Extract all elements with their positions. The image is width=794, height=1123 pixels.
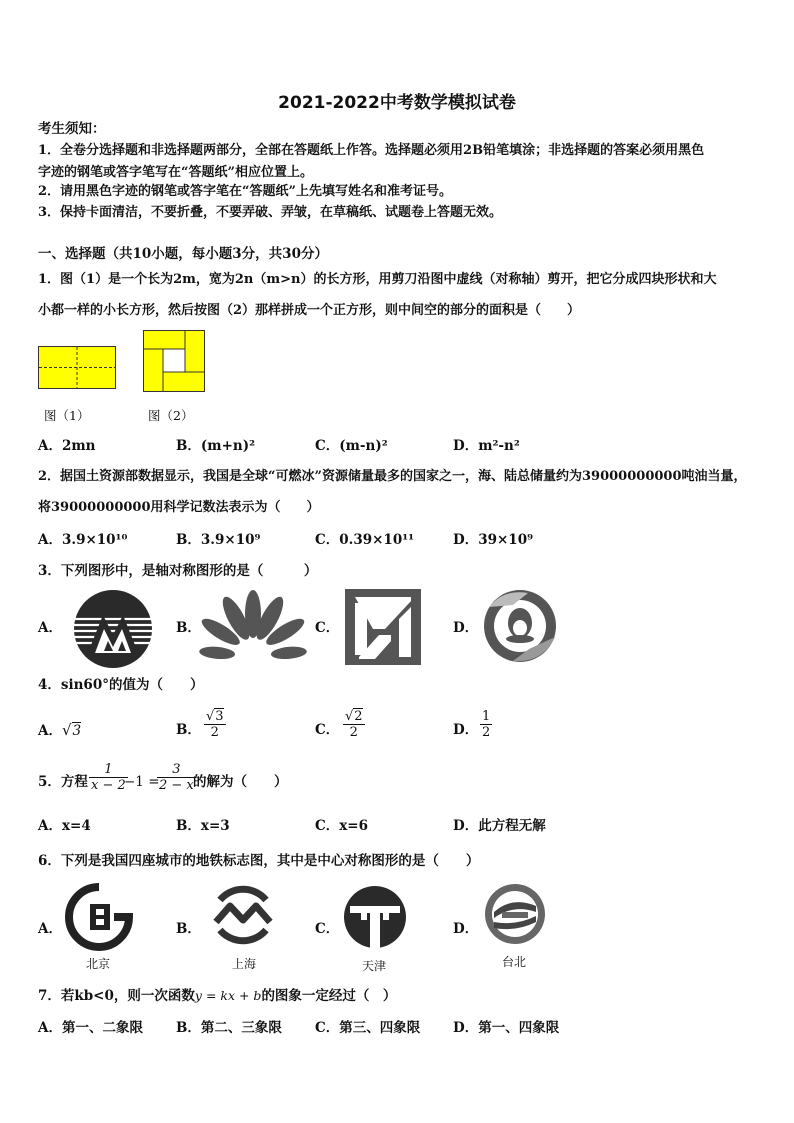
notice-heading: 考生须知： — [38, 121, 106, 137]
q4-option-a-radicand: 3 — [72, 723, 82, 739]
q4-c-numerator: 2 — [354, 709, 363, 724]
q6-option-d: D． — [453, 921, 479, 937]
q5-option-d: D．此方程无解 — [453, 818, 546, 834]
tianjin-metro-icon — [342, 884, 408, 950]
shanghai-metro-icon — [210, 882, 276, 948]
q1-option-d: D．m²-n² — [453, 438, 520, 454]
q4-option-b-label: B． — [176, 722, 201, 738]
q7-formula: y = kx + b — [194, 988, 262, 1003]
q4-option-c — [315, 719, 339, 741]
q6-caption-d: 台北 — [502, 955, 527, 969]
logo-m-icon — [73, 589, 153, 669]
q7-stem — [38, 985, 396, 1007]
q5-f2-denominator: 2 − x — [159, 778, 194, 793]
q6-option-c: C． — [315, 921, 340, 937]
q5-mid: −1 = — [124, 774, 160, 790]
q3-option-d: D． — [453, 620, 479, 636]
q5-option-a: A．x=4 — [38, 818, 91, 834]
q4-d-denominator: 2 — [482, 725, 491, 740]
q6-option-b: B． — [176, 921, 201, 937]
q6-caption-c: 天津 — [362, 959, 387, 973]
q4-option-c-label: C． — [315, 722, 340, 738]
q6-caption-a: 北京 — [86, 957, 111, 971]
beijing-metro-icon — [66, 884, 132, 950]
q3-option-b: B． — [176, 620, 201, 636]
q4-option-a-label: A． — [38, 723, 62, 739]
penguin-circle-icon — [483, 587, 557, 665]
notice-line-1b: 字迹的钢笔或答字笔写在“答题纸”相应位置上。 — [38, 165, 313, 180]
square-figure-2 — [143, 330, 207, 394]
q4-option-c-fraction: $\frac{√2}{2}$ — [345, 709, 363, 740]
n-square-icon — [345, 589, 421, 665]
q2-option-a: A．3.9×10¹⁰ — [38, 532, 128, 548]
q4-option-a: A．√3 — [38, 721, 82, 739]
notice-line-2: 2．请用黑色字迹的钢笔或答字笔在“答题纸”上先填写姓名和准考证号。 — [38, 184, 453, 199]
notice-line-3: 3．保持卡面清洁，不要折叠，不要弄破、弄皱，在草稿纸、试题卷上答题无效。 — [38, 205, 503, 220]
q3-option-a: A． — [38, 620, 62, 636]
q7-option-b: B．第二、三象限 — [176, 1020, 282, 1036]
q2-option-d: D．39×10⁹ — [453, 532, 534, 548]
section-heading: 一、选择题（共10小题，每小题3分，共30分） — [38, 246, 328, 262]
q6-caption-b: 上海 — [232, 957, 257, 971]
q7-option-d: D．第一、四象限 — [453, 1020, 560, 1036]
q2-option-b: B．3.9×10⁹ — [176, 532, 261, 548]
q4-d-numerator: 1 — [482, 709, 491, 724]
fig1-caption: 图（1） — [44, 408, 90, 423]
q4-option-d-label: D． — [453, 722, 479, 738]
q5-fraction-1 — [89, 762, 128, 793]
q4-b-denominator: 2 — [210, 725, 219, 740]
taipei-metro-icon — [482, 882, 548, 946]
q4-option-d — [453, 719, 478, 741]
q1-option-a: A．2mn — [38, 438, 96, 454]
q3-stem: 3．下列图形中，是轴对称图形的是（ ） — [38, 563, 318, 579]
q5-prefix: 5．方程 — [38, 774, 88, 790]
fig2-caption: 图（2） — [148, 408, 194, 423]
q5-f1-denominator: x − 2 — [91, 778, 126, 793]
page-title: 2021-2022中考数学模拟试卷 — [278, 93, 516, 113]
q5-suffix: 的解为（ ） — [193, 774, 288, 790]
q7-stem-b: 的图象一定经过（ ） — [261, 988, 397, 1004]
q2-option-c: C．0.39×10¹¹ — [315, 532, 415, 548]
q7-stem-a: 7．若kb<0，则一次函数 — [38, 988, 195, 1004]
q7-option-a: A．第一、二象限 — [38, 1020, 143, 1036]
q5-option-c: C．x=6 — [315, 818, 368, 834]
q6-option-a: A． — [38, 921, 62, 937]
rectangle-figure-1 — [38, 346, 118, 390]
q1-option-b: B．(m+n)² — [176, 438, 256, 454]
q1-stem-1: 1．图（1）是一个长为2m，宽为2n（m>n）的长方形，用剪刀沿图中虚线（对称轴）剪开，把它分成四块形状和大 — [38, 272, 717, 287]
notice-line-1a: 1．全卷分选择题和非选择题两部分，全部在答题纸上作答。选择题必须用2B铅笔填涂；非选择题的答案必须用黑色 — [38, 143, 705, 158]
q3-option-c: C． — [315, 620, 340, 636]
q2-stem-1: 2．据国土资源部数据显示，我国是全球“可燃冰”资源储量最多的国家之一，海、陆总储量约为39000000000吨油当量， — [38, 469, 747, 484]
q5-f1-numerator: 1 — [89, 762, 128, 778]
q5-option-b: B．x=3 — [176, 818, 230, 834]
q1-option-c: C．(m-n)² — [315, 438, 388, 454]
q4-c-denominator: 2 — [349, 725, 358, 740]
flower-petals-icon — [208, 590, 298, 664]
q5-fraction-2 — [157, 762, 196, 793]
q6-stem: 6．下列是我国四座城市的地铁标志图，其中是中心对称图形的是（ ） — [38, 853, 480, 869]
q4-option-d-fraction — [480, 709, 492, 740]
q5-f2-numerator: 3 — [157, 762, 196, 778]
q1-stem-2: 小都一样的小长方形，然后按图（2）那样拼成一个正方形，则中间空的部分的面积是（ ） — [38, 303, 581, 318]
q4-option-b-fraction: $\frac{√3}{2}$ — [206, 709, 224, 740]
q7-option-c: C．第三、四象限 — [315, 1020, 421, 1036]
q2-stem-2: 将39000000000用科学记数法表示为（ ） — [38, 500, 320, 515]
q4-stem: 4．sin60°的值为（ ） — [38, 677, 204, 693]
q4-b-numerator: 3 — [215, 709, 224, 724]
q5-stem — [38, 771, 88, 793]
q4-option-b — [176, 719, 201, 741]
